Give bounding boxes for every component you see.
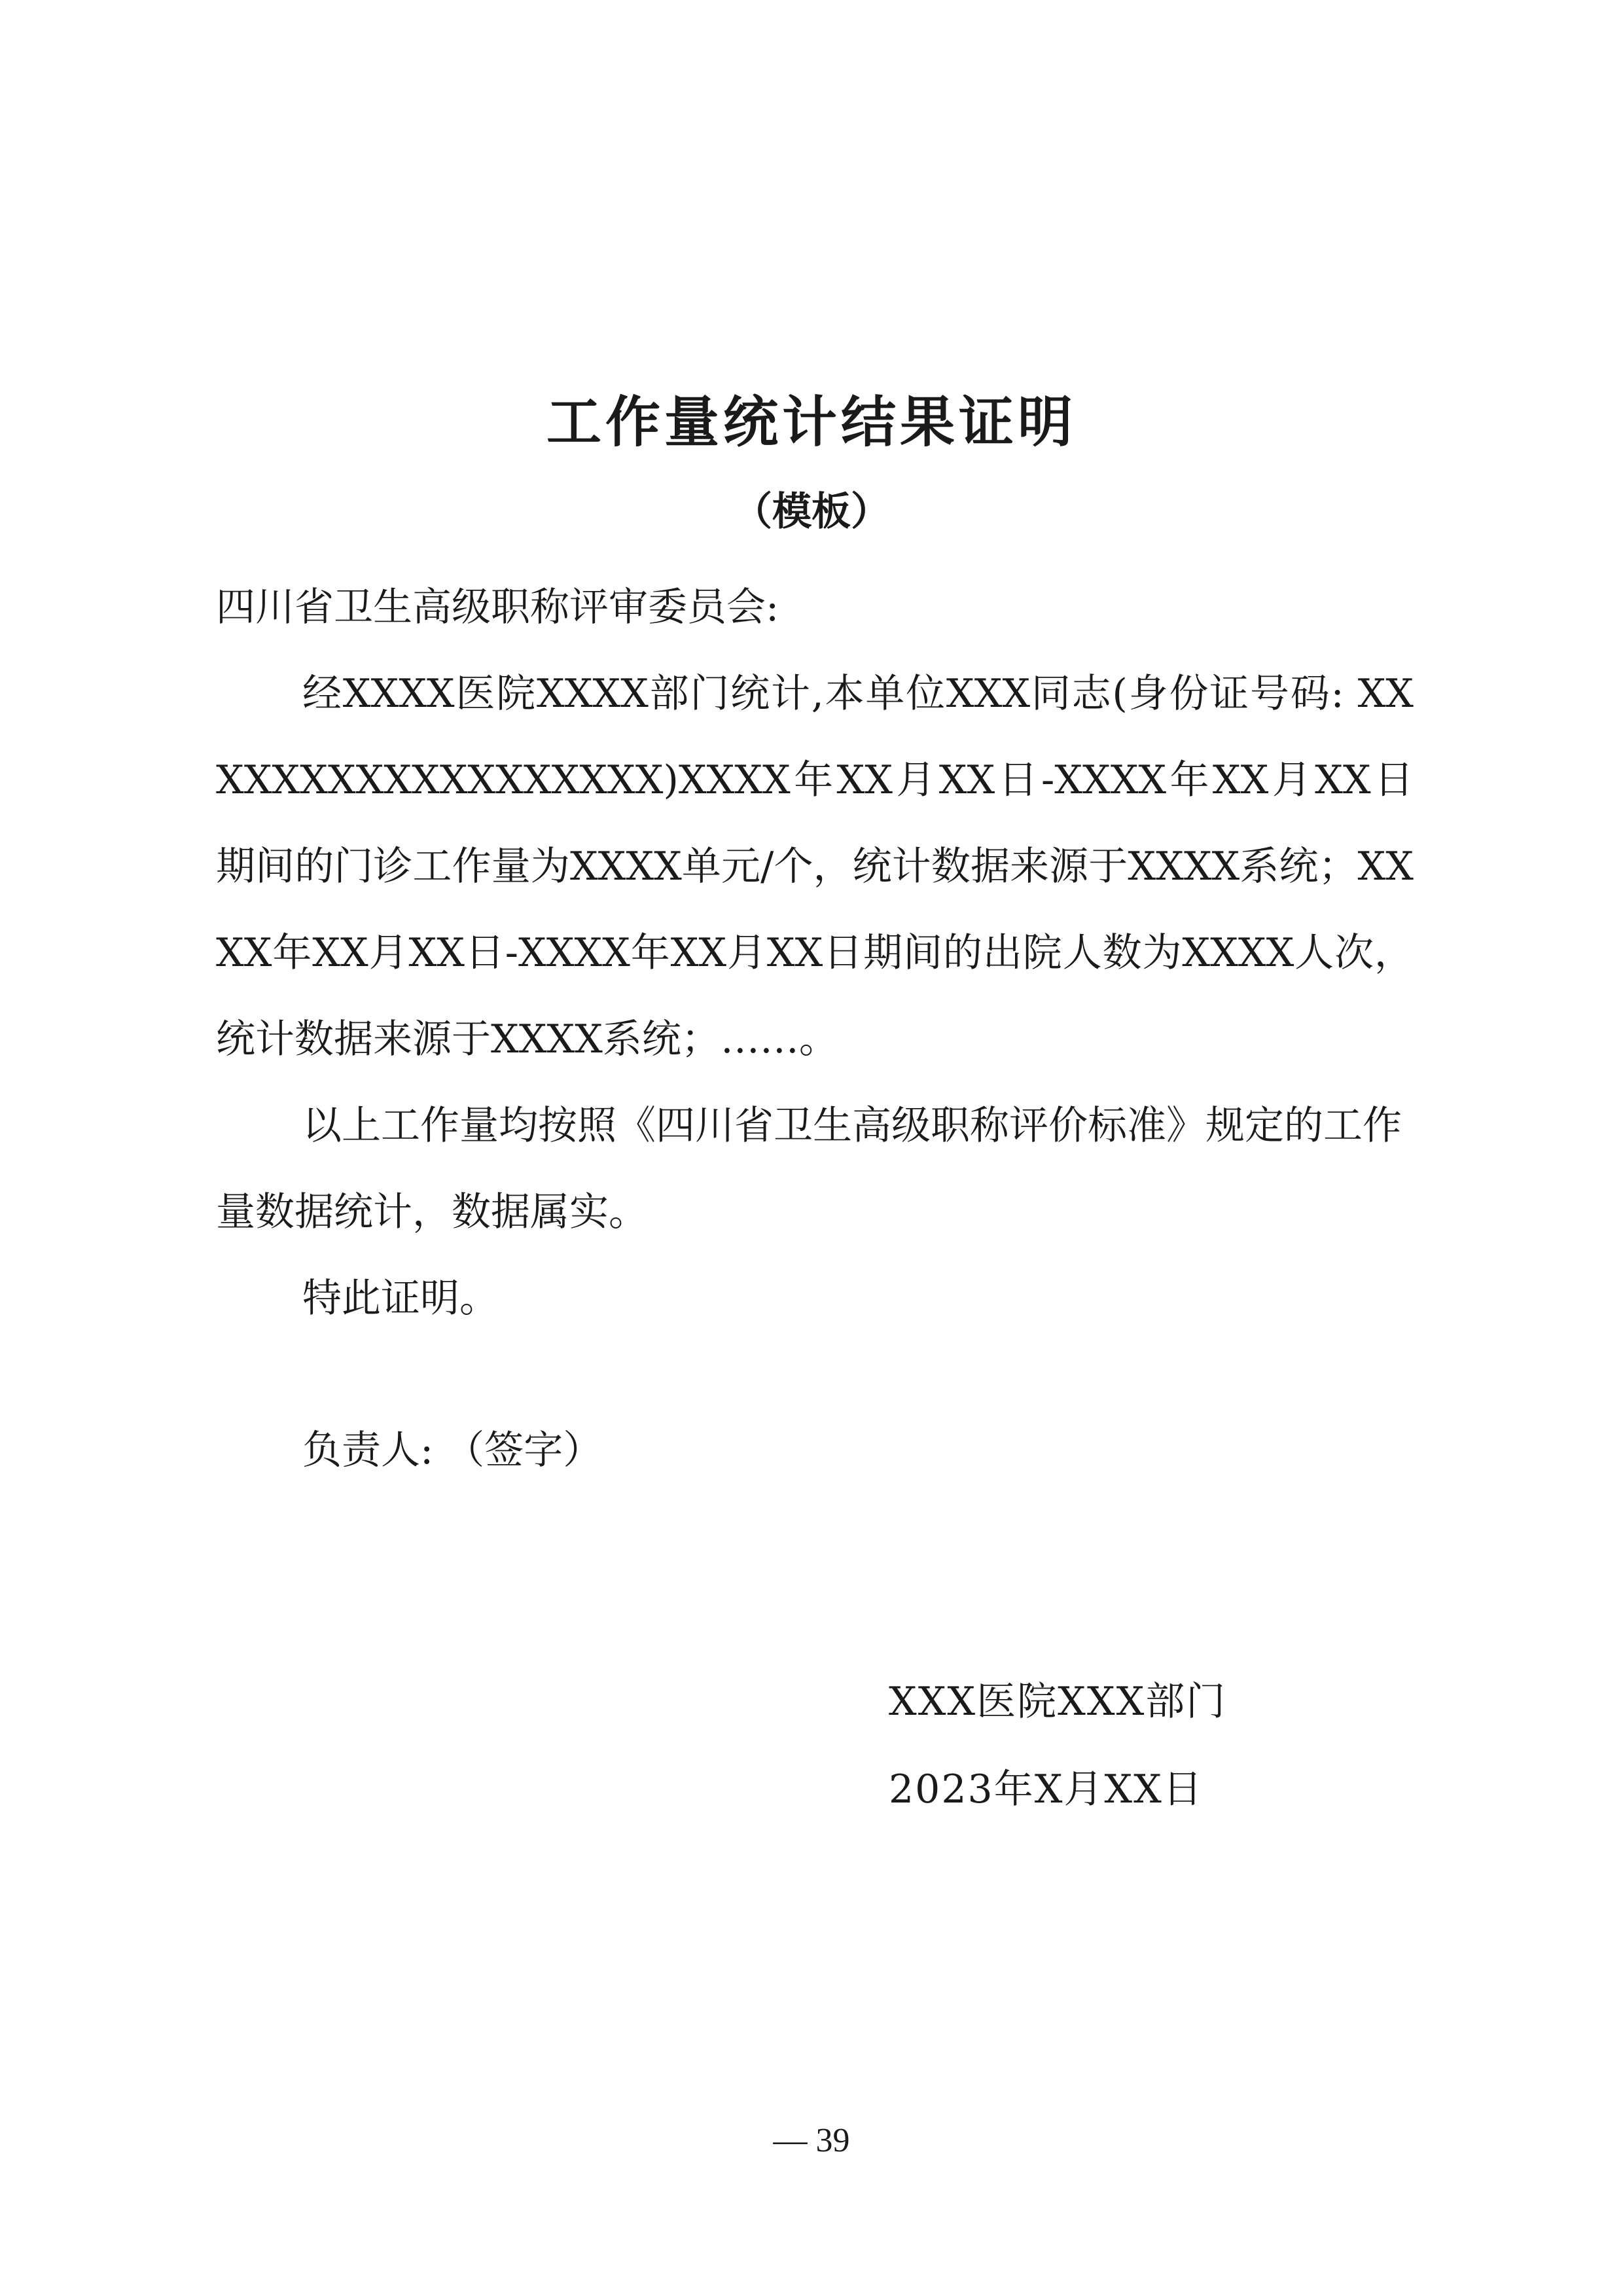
- issuing-department: XXX医院XXX部门: [889, 1679, 1227, 1725]
- paragraph-certification: 特此证明。: [302, 1276, 499, 1321]
- signature-label: 负责人:: [302, 1427, 434, 1473]
- document-subtitle: （模板）: [733, 489, 890, 535]
- paragraph-standard-compliance: 以上工作量均按照《四川省卫生高级职称评价标准》规定的工作量数据统计，数据属实。: [216, 1103, 1402, 1235]
- signature-line: [302, 1407, 602, 1494]
- signature-note: （签字）: [445, 1427, 603, 1473]
- issue-date: 2023年X月XX日: [889, 1767, 1204, 1812]
- paragraph-workload-statement: 经XXXX医院XXXX部门统计,本单位XXX同志(身份证号码: XXXXXXXXXXXXXXXXXX)XXXX年XX月XX日-XXXX年XX月XX日期间的门诊工作量为XXXX单元/个，统计数据来源于XXXX系统；XXXX年XX月XX日-XXXX年XX月XX日期间的出院人数为XXXX人次，统计数据来源于XXXX系统；……。: [216, 671, 1414, 1062]
- document-title: 工作量统计结果证明: [546, 390, 1077, 454]
- salutation: 四川省卫生高级职称评审委员会:: [216, 584, 779, 630]
- page-number: — 39: [773, 2122, 850, 2159]
